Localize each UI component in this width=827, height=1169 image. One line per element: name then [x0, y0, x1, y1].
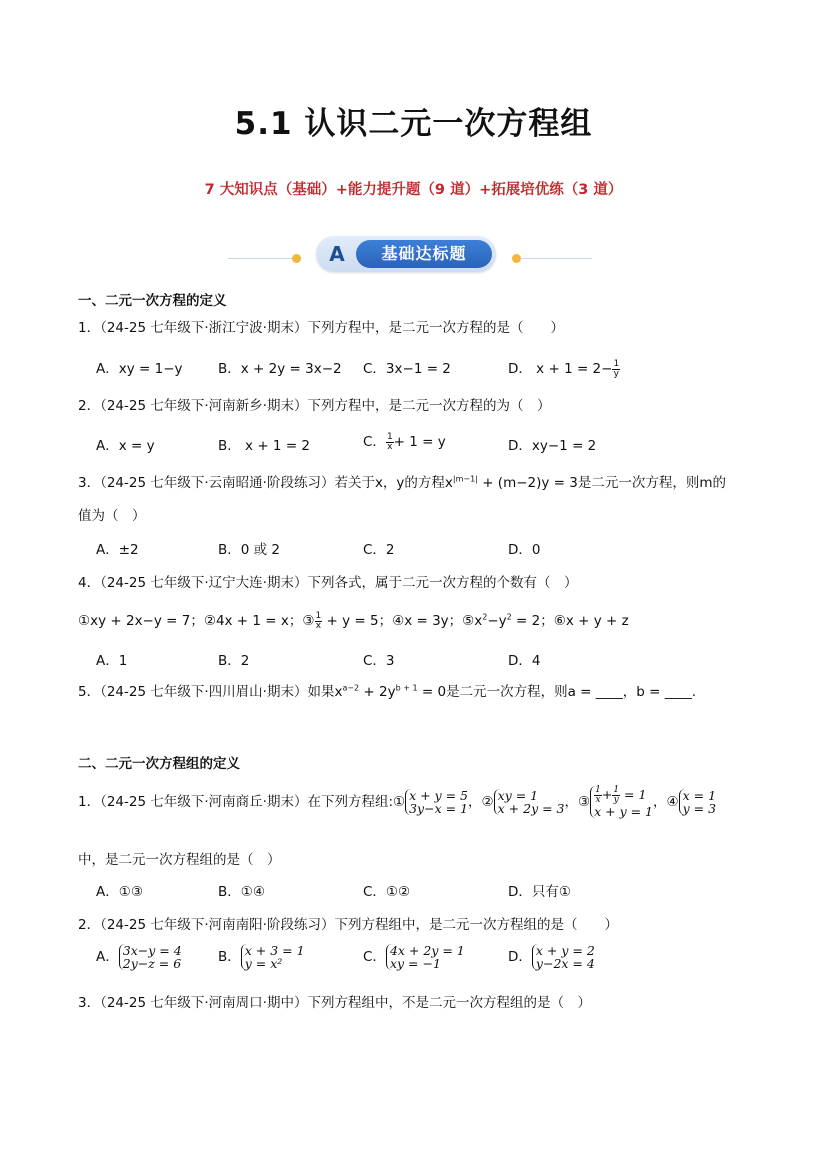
system-number: ①	[393, 794, 406, 810]
option-b: B．①④	[218, 884, 265, 900]
equation-line: 4x + 2y = 1	[389, 943, 465, 958]
question-text-b: + 2y	[359, 684, 396, 700]
option-c: C．2	[363, 542, 395, 558]
option-d	[508, 944, 595, 970]
question-text-a: 3．（24-25 七年级下·云南昭通·阶段练习）若关于x，y的方程x	[78, 475, 453, 491]
section-heading: 二、二元一次方程组的定义	[78, 756, 240, 772]
option-b: B．x + 2y = 3x−2	[218, 361, 342, 377]
option-d: D．4	[508, 653, 541, 669]
option-d: D．xy−1 = 2	[508, 438, 597, 454]
banner-label: 基础达标题	[356, 240, 492, 268]
equation-line: 3x−y = 4	[122, 943, 182, 958]
question-text-a: 1．（24-25 七年级下·河南商丘·期末）在下列方程组:	[78, 794, 393, 810]
fraction-num: 1	[386, 431, 393, 442]
option-b: B．0 或 2	[218, 542, 281, 558]
option-c-label: C．	[363, 434, 386, 450]
question-text	[78, 680, 696, 700]
equation-line: x + y = 1	[594, 804, 654, 819]
equation-list	[78, 609, 629, 631]
exponent: a−2	[342, 683, 360, 693]
option-label: B．	[218, 949, 241, 965]
question-text-c: = 0是二元一次方程，则a = ____，b = ____.	[417, 684, 696, 700]
option-c-text: + 1 = y	[393, 434, 446, 450]
fraction	[386, 433, 394, 452]
equation-list-b: + y = 5；④x = 3y；⑤x	[322, 613, 483, 629]
equation-line: y = 3	[682, 801, 717, 816]
equation-system	[386, 944, 465, 970]
option-a: A．±2	[96, 542, 139, 558]
equation-system	[532, 944, 595, 970]
fraction-den: y	[613, 368, 619, 379]
option-d: D．0	[508, 542, 541, 558]
system-number: ，②	[468, 794, 494, 810]
question-text-b: + (m−2)y = 3是二元一次方程，则m的	[477, 475, 727, 491]
option-b: B． x + 1 = 2	[218, 438, 311, 454]
question-text: 4．（24-25 七年级下·辽宁大连·期末）下列各式，属于二元一次方程的个数有（ ）	[78, 575, 578, 591]
section-heading: 一、二元一次方程的定义	[78, 293, 227, 309]
equation-line: 2y−z = 6	[122, 956, 182, 971]
question-text-continued: 值为（ ）	[78, 508, 146, 524]
banner-divider-left	[228, 258, 300, 259]
equation-system	[119, 944, 182, 970]
equation-line: y = x²	[244, 956, 283, 971]
equation-system	[679, 789, 716, 815]
equation-line: xy = 1	[497, 788, 539, 803]
equation-system: $\frac{1}{x}$ + $\frac{1}{y}$ = 1 x + y = 1	[590, 786, 653, 818]
option-c: C．①②	[363, 884, 411, 900]
option-d	[508, 357, 620, 379]
option-label: C．	[363, 949, 386, 965]
exponent: b + 1	[395, 683, 418, 693]
option-c	[363, 944, 465, 970]
question-text-a: 5．（24-25 七年级下·四川眉山·期末）如果x	[78, 684, 343, 700]
fraction	[594, 786, 602, 805]
equation-system	[405, 789, 468, 815]
option-d-text: D． x + 1 = 2−	[508, 361, 613, 377]
exponent: 2	[506, 612, 512, 622]
equation-line: = 1	[620, 787, 647, 802]
option-a: A．x = y	[96, 438, 155, 454]
banner-divider-right	[520, 258, 592, 259]
page-title: 5.1 认识二元一次方程组	[234, 106, 593, 142]
equation-system	[494, 789, 565, 815]
equation-system	[241, 944, 305, 970]
equation-line: x + 3 = 1	[244, 943, 305, 958]
fraction-den: x	[315, 620, 322, 631]
banner-dot-left	[292, 254, 301, 263]
banner-letter: A	[329, 242, 345, 266]
equation-list-d: = 2；⑥x + y + z	[511, 613, 629, 629]
fraction-num: 1	[613, 358, 620, 369]
question-text: 2．（24-25 七年级下·河南新乡·期末）下列方程中，是二元一次方程的为（ ）	[78, 398, 551, 414]
fraction-num: 1	[613, 785, 620, 795]
question-text	[78, 786, 716, 818]
option-b: B．2	[218, 653, 250, 669]
fraction	[612, 786, 620, 805]
equation-line: x = 1	[682, 788, 717, 803]
option-a: A．xy = 1−y	[96, 361, 183, 377]
option-c: C．3x−1 = 2	[363, 361, 451, 377]
option-c	[363, 430, 446, 452]
fraction-num: 1	[595, 785, 601, 795]
system-number: ，③	[564, 794, 591, 810]
fraction-den: x	[387, 441, 393, 452]
equation-list-a: ①xy + 2x−y = 7；②4x + 1 = x；③	[78, 613, 315, 629]
option-c: C．3	[363, 653, 395, 669]
option-b	[218, 944, 305, 970]
question-text	[78, 471, 726, 491]
page-subtitle: 7 大知识点（基础）+能力提升题（9 道）+拓展培优练（3 道）	[204, 182, 623, 198]
fraction	[612, 360, 620, 379]
equation-line: x + y = 2	[535, 943, 595, 958]
option-label: A．	[96, 949, 119, 965]
question-text: 3．（24-25 七年级下·河南周口·期中）下列方程组中，不是二元一次方程组的是（ ）	[78, 995, 591, 1011]
question-text-continued: 中，是二元一次方程组的是（ ）	[78, 852, 281, 868]
equation-line: x + 2y = 3	[497, 801, 565, 816]
equation-list-c: −y	[487, 613, 507, 629]
equation-line: 3y−x = 1	[409, 801, 469, 816]
system-number: ，④	[653, 794, 679, 810]
exponent: 2	[482, 612, 488, 622]
equation-line: xy = −1	[389, 956, 441, 971]
equation-line: x + y = 5	[409, 788, 469, 803]
option-a	[96, 944, 182, 970]
option-label: D．	[508, 949, 532, 965]
option-a: A．①③	[96, 884, 143, 900]
exponent: |m−1|	[452, 474, 478, 484]
question-text: 2．（24-25 七年级下·河南南阳·阶段练习）下列方程组中，是二元一次方程组的是（ ）	[78, 917, 618, 933]
question-text: 1．（24-25 七年级下·浙江宁波·期末）下列方程中，是二元一次方程的是（ ）	[78, 320, 564, 336]
fraction-num: 1	[315, 610, 322, 621]
option-d: D．只有①	[508, 884, 571, 900]
fraction-den: x	[595, 795, 601, 805]
option-a: A．1	[96, 653, 128, 669]
equation-line: y−2x = 4	[535, 956, 595, 971]
fraction-den: y	[613, 795, 619, 805]
